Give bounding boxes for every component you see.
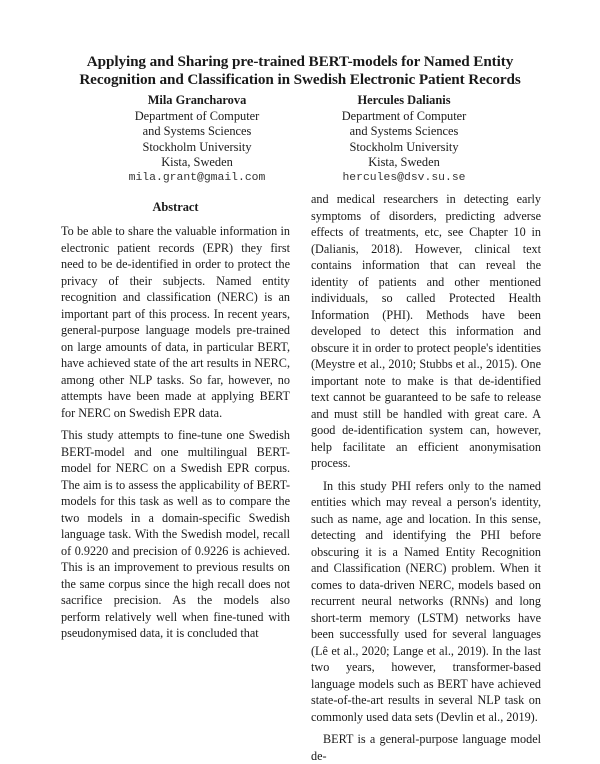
author-affiliation-line: Stockholm University xyxy=(142,139,252,154)
author-block-1 xyxy=(97,93,297,187)
author-affiliation-line: and Systems Sciences xyxy=(142,124,252,139)
author-block-2 xyxy=(304,93,504,187)
author-email: hercules@dsv.su.se xyxy=(342,171,466,184)
abstract-paragraph: To be able to share the valuable information in electronic patient records (EPR) they first need to be de-identified in order to protect the privacy of their subjects. Named entity recognition and classification (NERC) is an important part of this process. In recent years, general-purpose language models pre-trained on large amounts of data, in particular BERT, have achieved state of the art results in NERC, among other NLP tasks. So far, however, no attempts have been made at applying BERT for NERC on Swedish EPR data. xyxy=(61,224,290,420)
title-line-2: Recognition and Classification in Swedish Electronic Patient Records xyxy=(79,71,521,88)
author-name: Mila Grancharova xyxy=(147,93,247,107)
author-affiliation-line: Stockholm University xyxy=(349,139,459,154)
right-column xyxy=(311,191,541,764)
abstract-paragraph: This study attempts to fine-tune one Swedish BERT-model and one multilingual BERT-model for NERC on a Swedish EPR corpus. The aim is to assess the applicability of BERT-models for this task as well as to compare the two models in a domain-specific Swedish language task. With the Swedish model, recall of 0.9220 and precision of 0.9226 is achieved. This is an improvement to previous results on the same corpus since the high recall does not sacrifice precision. As the models also perform relatively well when fine-tuned with pseudonymised data, it is concluded that xyxy=(61,428,290,640)
author-affiliation-line: Kista, Sweden xyxy=(368,155,440,170)
paper-title xyxy=(0,53,600,89)
abstract-heading: Abstract xyxy=(152,200,199,214)
author-email: mila.grant@gmail.com xyxy=(128,171,266,184)
author-affiliation-line: Department of Computer xyxy=(341,108,467,123)
left-column xyxy=(61,199,290,648)
author-affiliation-line: and Systems Sciences xyxy=(349,124,459,139)
body-paragraph: and medical researchers in detecting early symptoms of disorders, predicting adverse effects of treatments, etc, see Chapter 10 in (Dalianis, 2018). However, clinical text contains information that can reveal the identity of patients and other mentioned individuals, so called Protected Health Information (PHI). Methods have been developed to detect this information and obscure it in order to protect people's identities (Meystre et al., 2010; Stubbs et al., 2015). One important note to make is that de-identified text cannot be guaranteed to be safe to release and must still be handled with great care. A good de-identification system can, however, help facilitate an efficient anonymisation process. xyxy=(311,192,541,470)
body-paragraph: In this study PHI refers only to the named entities which may reveal a person's identity, such as name, age and location. In this sense, detecting and identifying the PHI before obscuring it is a Named Entity Recognition and Classification (NERC) problem. When it comes to data-driven NERC, models based on recurrent neural networks (RNNs) and long short-term memory (LSTM) networks have been successfully used for several languages (Lê et al., 2020; Lange et al., 2019). In the last two years, however, transformer-based language models such as BERT have achieved state-of-the-art results in several NLP task on commonly used data sets (Devlin et al., 2019). xyxy=(311,478,541,724)
body-paragraph: BERT is a general-purpose language model de- xyxy=(311,732,541,763)
title-line-1: Applying and Sharing pre-trained BERT-models for Named Entity xyxy=(86,53,514,70)
author-affiliation-line: Kista, Sweden xyxy=(161,155,233,170)
author-name: Hercules Dalianis xyxy=(357,93,451,107)
author-affiliation-line: Department of Computer xyxy=(134,108,260,123)
